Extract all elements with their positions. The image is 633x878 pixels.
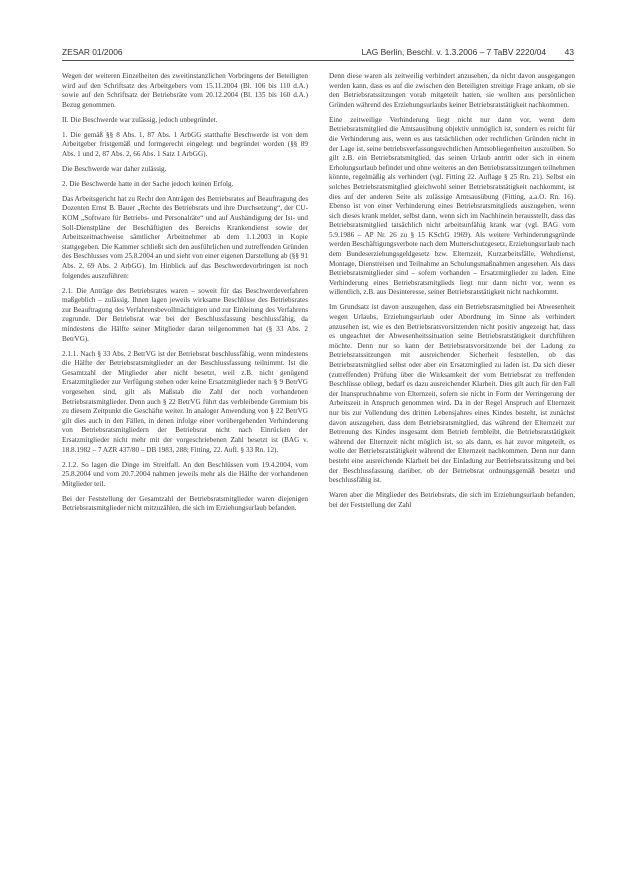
paragraph: Denn diese waren als zeitweilig verhindert anzusehen, da nicht davon ausgegangen werden kann, dass es auf die zwischen den Beteiligten streitige Frage ankam, ob sie den Betriebsratssitzungen vorab mitgeteilt hatten, sie wollten aus persönlichen Gründen während des Erziehungsurlaubs keiner Betriebsratstätigkeit nachkommen. — [329, 72, 575, 109]
paragraph: 1. Die gemäß §§ 8 Abs. 1, 87 Abs. 1 ArbGG statthafte Beschwerde ist von dem Arbeitgeber fristgemäß und formgerecht eingelegt und begründet worden (§§ 89 Abs. 1 und 2, 87 Abs. 2, 66 Abs. 1 Satz 1 ArbGG). — [62, 130, 308, 158]
right-column — [329, 72, 575, 516]
paragraph: 2. Die Beschwerde hatte in der Sache jedoch keinen Erfolg. — [62, 179, 234, 188]
page-number: 43 — [564, 47, 574, 57]
case-citation: LAG Berlin, Beschl. v. 1.3.2006 – 7 TaBV 2220/04 — [361, 47, 547, 57]
paragraph: Im Grundsatz ist davon auszugehen, dass ein Betriebsratsmitglied bei Abwesenheit wegen Urlaubs, Erziehungsurlaub oder Abordnung im Sinne als verhindert anzusehen ist, wie es den Betriebsratsvorsitzenden nicht positiv angezeigt hat, dass es ungeachtet der Abwesenheitssituation seine Betriebsratstätigkeit durchführen möchte. Denn nur so kann der Betriebsratsvorsitzende bei der Ladung zu Betriebsratssitzungen mit ausreichender Sicherheit feststellen, ob das Betriebsratsmitglied selbst oder aber ein Ersatzmitglied zu laden ist. Da sich dieser (zutreffenden) Prüfung über die Wirksamkeit der vom Betriebsrat zu treffenden Beschlüsse obliegt, bedarf es dazu ausreichender Klarheit. Dies gilt auch für den Fall der Inanspruchnahme von Elternzeit, sofern sie nicht in Form der Verringerung der Arbeitszeit in Anspruch genommen wird. Da in der Regel Anspruch auf Elternzeit nur bis zur Vollendung des dritten Lebensjahres eines Kindes besteht, ist zunächst davon auszugehen, dass dem Betriebsratsmitglied, das während der Elternzeit zur Betreuung des Kindes insgesamt dem Betrieb fernbleibt, die Betriebsratstätigkeit während der Elternzeit nicht möglich ist, so als dann, es hat zuvor mitgeteilt, es wolle der Betriebsratstätigkeit während der Elternzeit nachkommen. Denn nur dann besteht eine ausreichende Klarheit bei der Einladung zur Betriebsratssitzung und bei der Beschlussfassung darüber, ob der Betriebsrat ordnungsgemäß besetzt und beschlussfähig ist. — [329, 303, 575, 485]
paragraph: 2.1.2. So lagen die Dinge im Streitfall. An den Beschlüssen vom 19.4.2004, vom 25.8.2004 und vom 20.7.2004 nahmen jeweils mehr als die Hälfte der vorhandenen Mitglieder teil. — [62, 460, 308, 488]
page-header — [62, 47, 574, 61]
left-column — [62, 72, 308, 519]
paragraph: 2.1.1. Nach § 33 Abs. 2 BetrVG ist der Betriebsrat beschlussfähig, wenn mindestens die Hälfte der Betriebsratsmitglieder an der Beschlussfassung teilnimmt. Ist die Gesamtzahl der Mitglieder aber nicht besetzt, weil z.B. nicht genügend Ersatzmitglieder zur Verfügung stehen oder keine Ersatzmitglieder nach § 9 BetrVG vorgesehen sind, gilt als Maßstab die Zahl der noch vorhandenen Betriebsratsmitglieder. Denn auch § 22 BetrVG führt das verbleibende Gremium bis zu diesem Zeitpunkt die Geschäfte weiter. In analoger Anwendung von § 22 BetrVG gilt dies auch in den Fällen, in denen infolge einer vorübergehenden Verhinderung von Betriebsratsmitgliedern der Betriebsrat nicht nach Einrücken der Ersatzmitglieder nicht mehr mit der vorgeschriebenen Zahl besetzt ist (BAG v. 18.8.1982 – 7 AZR 437/80 – DB 1983, 288; Fitting, 22. Aufl. § 33 Rn. 12). — [62, 349, 308, 454]
paragraph: II. Die Beschwerde war zulässig, jedoch unbegründet. — [62, 115, 218, 124]
paragraph: Wegen der weiteren Einzelheiten des zweitinstanzlichen Vorbringens der Beteiligten wird auf den Schriftsatz des Arbeitgebers vom 15.11.2004 (Bl. 106 bis 110 d.A.) sowie auf den Schriftsatz der Betriebsräte vom 20.12.2004 (Bl. 135 bis 160 d.A.) Bezug genommen. — [62, 72, 308, 109]
paragraph: Das Arbeitsgericht hat zu Recht den Anträgen des Betriebsrates auf Beauftragung des Dozenten Ernst B. Bauer „Rechte des Betriebsrats und ihre Durchsetzung“, der CU-KOM „Software für Betriebs- und Personalräte“ und auf Aushändigung der Ist- und Soll-Dienstpläne der Beschäftigten des Bereichs Krankendienst sowie der Arbeitszeitnachweise sämtlicher Arbeitnehmer ab dem 1.1.2003 in Kopie stattgegeben. Die Kammer schließt sich den ausführlichen und zutreffenden Gründen des Beschlusses vom 25.8.2004 an und sieht von einer eigenen Darstellung ab (§§ 91 Abs. 2, 69 Abs. 2 ArbGG). Im Hinblick auf das Beschwerdevorbringen ist noch folgendes auszuführen: — [62, 194, 308, 280]
paragraph: Waren aber die Mitglieder des Betriebsrats, die sich im Erziehungsurlaub befanden, bei der Feststellung der Zahl — [329, 491, 575, 509]
paragraph: Bei der Feststellung der Gesamtzahl der Betriebsratsmitglieder waren diejenigen Betriebsratsmitglieder nicht mitzuzählen, die sich im Erziehungsurlaub befanden. — [62, 494, 308, 513]
paragraph: Die Beschwerde war daher zulässig. — [62, 164, 167, 173]
paragraph: 2.1. Die Anträge des Betriebsrates waren – soweit für das Beschwerdeverfahren maßgeblich – zulässig. Ihnen lagen jeweils wirksame Beschlüsse des Betriebsrates zur Beauftragung des Verfahrensbevollmächtigten und zur Einleitung des Verfahrens zugrunde. Der Betriebsrat war bei der Beschlussfassung beschlussfähig, da mindestens die Hälfte seiner Mitglieder daran teilgenommen hat (§ 33 Abs. 2 BetrVG). — [62, 286, 308, 343]
paragraph: Eine zeitweilige Verhinderung liegt nicht nur dann vor, wenn dem Betriebsratsmitglied die Amtsausübung objektiv unmöglich ist, sondern es reicht für die Verhinderung aus, wenn es aus tatsächlichen oder rechtlichen Gründen nicht in der Lage ist, seine betriebsverfassungsrechtlichen Amtsobliegenheiten auszuüben. So gilt z.B. ein Betriebsratsmitglied, das seinen Urlaub antritt oder sich in einem Erholungsurlaub befindet und ohne weiteres an den Betriebsratssitzungen teilnehmen könnte, regelmäßig als verhindert (vgl. Fitting 22. Auflage § 25 Rn. 21). Selbst ein solches Betriebsratsmitglied gleichwohl seiner Betriebsratstätigkeit nachkommt, ist dies auf der anderen Seite als zulässige Amtsausübung (Fitting, a.a.O. Rn. 16). Ebenso ist von einer Verhinderung eines Betriebsratsmitglieds auszugehen, wenn sich dieses krank meldet, selbst dann, wenn sich im Nachhinein herausstellt, dass das Betriebsratsmitglied tatsächlich nicht arbeitsunfähig krank war (vgl. BAG vom 5.9.1986 – AP Nr. 26 zu § 15 KSchG 1969). Als weitere Verhinderungsgründe werden Beschäftigungsverbote nach dem Mutterschutzgesetz, Erziehungsurlaub nach dem Bundeserziehungsgeldgesetz bzw. Elternzeit, Kurzarbeitsfälle, Wehrdienst, Montage, Dienstreisen und Teilnahme an Schulungsmaßnahmen angesehen. Als dass Betriebsratsmitglieder sind – sofern vorhanden – Ersatzmitglieder zu laden. Eine Verhinderung eines Betriebsratsmitglieds liegt nur dann nicht vor, wenn es willentlich, z.B. aus Desinteresse, seiner Betriebsratstätigkeit nicht nachkommt. — [329, 115, 575, 297]
journal-label: ZESAR 01/2006 — [62, 47, 123, 57]
header-rule — [62, 60, 574, 61]
header-right — [361, 47, 574, 57]
